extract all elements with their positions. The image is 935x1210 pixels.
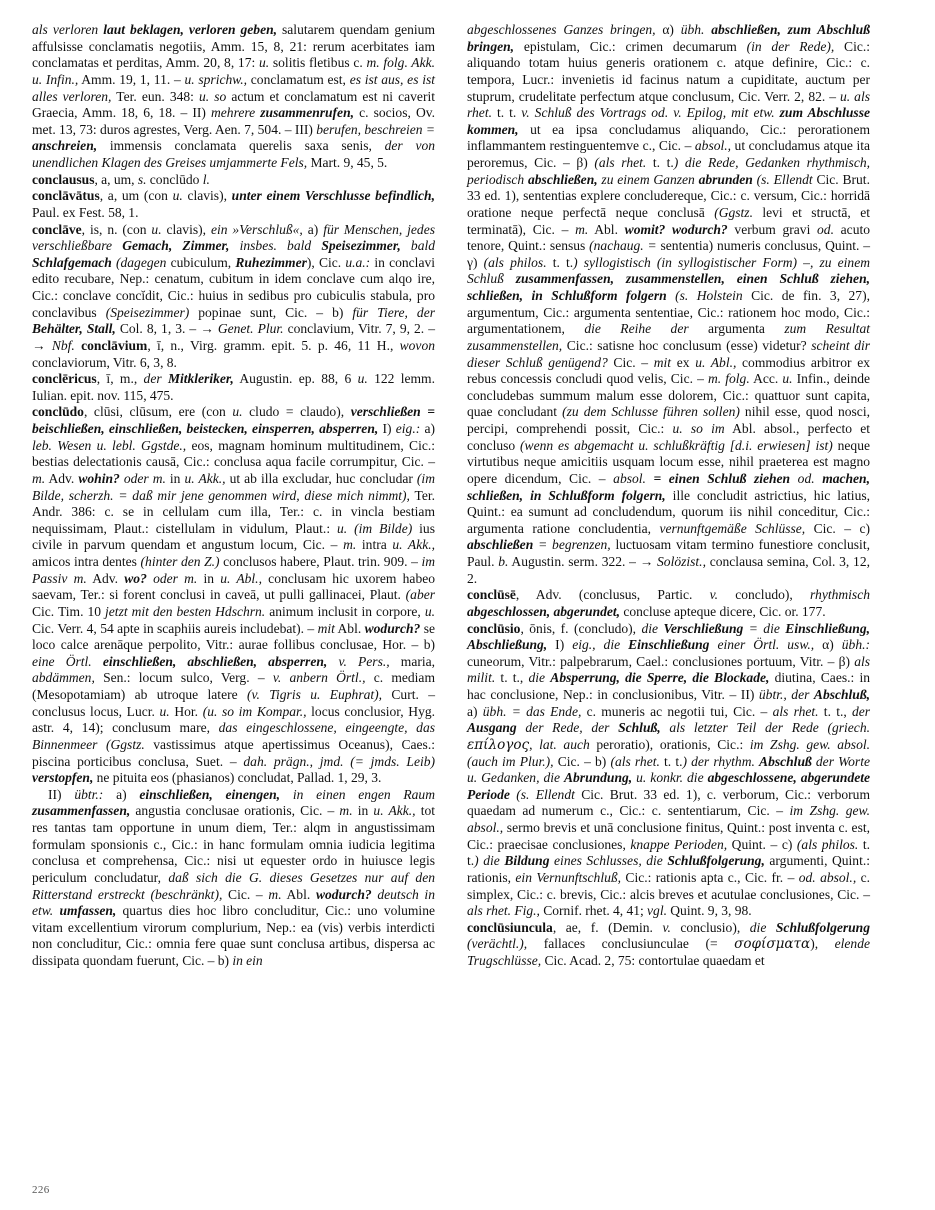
entry-conclusio: conclūsio, ōnis, f. (concludo), die Verschließung = die Einschließung, Abschließung, I) eig., die Einschließung einer Örtl. usw., α) übh.: cuneorum, Vitr.: palpebrarum, Cael.: conclusiones portuum, Vitr. – β) als milit. t. t., die Absperrung, die Sperre, die Blockade, diutina, Caes.: in hac conclusione, Nep.: in conclusionibus, Vitr. – II) übtr., der Abschluß, a) übh. = das Ende, c. muneris ac negotii tui, Cic. – als rhet. t. t., der Ausgang der Rede, der Schluß, als letzter Teil der Rede (griech. επίλογος, lat. auch peroratio), orationis, Cic.: im Zshg. gew. absol. (auch im Plur.), Cic. – b) (als rhet. t. t.) der rhythm. Abschluß der Worte u. Gedanken, die Abrundung, u. konkr. die abgeschlossene, abgerundete Periode (s. Ellendt Cic. Brut. 33 ed. 1), c. verborum, Cic.: verborum quaedam ad numerum c., Cic.: c. sententiarum, Cic. – im Zshg. gew. absol., sermo brevis et unā conclusione finitus, Quint.: post inventa c. est, Cic.: praecisae conclusiones, knappe Perioden, Quint. – c) (als philos. t. t.) die Bildung eines Schlusses, die Schlußfolgerung, argumenti, Quint.: rationis, ein Vernunftschluß, Cic.: rationis apta c., Cic. fr. – od. absol., c. simplex, Cic.: c. brevis, Cic.: alcis breves et acutulae conclusiones, Cic. – als rhet. Fig., Cornif. rhet. 4, 41; vgl. Quint. 9, 3, 98. — [467, 620, 871, 919]
right-column — [467, 22, 870, 970]
entry-concludo-IIb-continuation: abgeschlossenes Ganzes bringen, α) übh. abschließen, zum Abschluß bringen, epistulam, Cic.: crimen decumarum (in der Rede), Cic.: aliquando totam huius generis orationem c. atque definire, Cic.: c. tempora, Lucr.: invenietis id facinus natum a cupiditate, auctum per stuprum, crudelitate perfectum atque conclusum, Cic. Verr. 2, 82. – u. als rhet. t. t. v. Schluß des Vortrags od. v. Epilog, mit etw. zum Abschlusse kommen, ut ea ipsa concludamus aliquando, Cic.: perorationem inflammantem restinguentemve c., Cic. – absol., ut concludamus atque ita peroremus, Cic. – β) (als rhet. t. t.) die Rede, Gedanken rhythmisch, periodisch abschließen, zu einem Ganzen abrunden (s. Ellendt Cic. Brut. 33 ed. 1), sententias explere concludereque, Cic.: c. versum, Cic.: horridā oratione neque perfectā neque conclusā (Ggstz. levi et structā, et terminatā), Cic. – m. Abl. womit? wodurch? verbum gravi od. acuto tenore, Quint.: sensus (nachaug. = sententia) numeris conclusus, Quint. – γ) (als philos. t. t.) syllogistisch (in syllogistischer Form) –, zu einem Schluß zusammenfassen, zusammenstellen, einen Schluß ziehen, schließen, in Schlußform folgern (s. Holstein Cic. de fin. 3, 27), argumentum, Cic.: argumenta sententiae, Cic.: rationem hoc modo, Cic.: argumentationem, die Reihe der argumenta zum Resultat zusammenstellen, Cic.: satisne hoc conclusum (esse) videtur? scheint dir dieser Schluß genügend? Cic. – mit ex u. Abl., commodius arbitror ex rebus concessis concludi quod velis, Cic. – m. folg. Acc. u. Infin., deinde concludebas summum malum esse dolorem, Cic.: quattuor sunt capita, quae concludant (zu dem Schlusse führen sollen) nihil esse, quod nosci, percipi, comprehendi possit, Cic.: u. so im Abl. absol., perfecto et concluso (wenn es abgemacht u. schlußkräftig [d.i. erwiesen] ist) neque virtutibus neque amicitiis usquam locum esse, nihil praeterea est magno opere dicendum, Cic. – absol. = einen Schluß ziehen od. machen, schließen, in Schlußform folgern, ille concludit astrictius, hic latius, Quint.: ea sumunt ad concludendum, quorum iis nihil conceditur, Cic.: argumenta ratione concludentia, vernunftgemäße Schlüsse, Cic. – c) abschließen = begrenzen, luctuosam vitam termino funestiore conclusit, Paul. b. Augustin. serm. 322. – → Solözist., conclausa semina, Col. 3, 12, 2. — [467, 22, 871, 586]
entry-conclusiuncula: conclūsiuncula, ae, f. (Demin. v. conclusio), die Schlußfolgerung (verächtl.), fallaces conclusiunculae (= σοφίσματα), elende Trugschlüsse, Cic. Acad. 2, 75: contortulae quaedam et — [467, 919, 870, 968]
page-number: 226 — [32, 1184, 50, 1196]
entry-concludo: conclūdo, clūsi, clūsum, ere (con u. cludo = claudo), verschließen = beischließen, einschließen, beistecken, einsperren, absperren, I) eig.: a) leb. Wesen u. lebl. Ggstde., eos, magnam hominum multitudinem, Cic.: bestias delectationis causā, Cic.: conclusa aqua facile corrumpitur, Cic. – m. Adv. wohin? oder m. in u. Akk., ut ab illa excludar, huc concludar (im Bilde, scherzh. = daß mir jene genommen wird, diese mich nimmt), Ter. Andr. 386: c. se in cellulam cum illa, Ter.: c. in vincla bestiam nequissimam, Plaut.: cistellulam in vidulum, Plaut.: u. (im Bilde) ius civile in parvum quendam et angustum locum, Cic. – m. intra u. Akk., amicos intra dentes (hinter den Z.) conclusos habere, Plaut. trin. 909. – im Passiv m. Adv. wo? oder m. in u. Abl., conclusam hic uxorem habeo saevam, Ter.: si forent conclusi in caveā, ut pulli gallinacei, Plaut. (aber Cic. Tim. 10 jetzt mit den besten Hdschrn. animum inclusit in corpore, u. Cic. Verr. 4, 54 apte in scaphiis aureis includebat). – mit Abl. wodurch? se loco calce arenāque perpolito, Vitr.: aurae follibus conclusae, Hor. – b) eine Örtl. einschließen, abschließen, absperren, v. Pers., maria, abdämmen, Sen.: locum sulco, Verg. – v. anbern Örtl., c. mediam (Mesopotamiam) ab utroque latere (v. Tigris u. Euphrat), Curt. – conclusus locus, Lucr. u. Hor. (u. so im Kompar., locus conclusior, Hyg. astr. 4, 14); conclusum mare, das eingeschlossene, eingeengte, das Binnenmeer (Ggstz. vastissimus atque apertissimus Oceanus), Caes.: piscina porticibus conclusa, Suet. – dah. prägn., jmd. (= jmds. Leib) verstopfen, ne pituita eos (phasianos) concludat, Pallad. 1, 29, 3. — [32, 404, 436, 786]
entry-conclamo-continuation: als verloren laut beklagen, verloren geben, salutarem quendam genium affulsisse conclamatis negotiis, Amm. 15, 8, 21: rerum acerbitates iam conclamatas et perditas, Amm. 20, 8, 17: u. solitis fletibus c. m. folg. Akk. u. Infin., Amm. 19, 1, 11. – u. sprichw., conclamatum est, es ist aus, es ist alles verloren, Ter. eun. 348: u. so actum et conclamatum est ni caverit Graecia, Amm. 18, 6, 18. – II) mehrere zusammenrufen, c. socios, Ov. met. 13, 73: duros agrestes, Verg. Aen. 7, 504. – III) berufen, beschreien = anschreien, immensis conclamata querelis saxa senis, der von unendlichen Klagen des Greises umjammerte Fels, Mart. 9, 45, 5. — [32, 22, 436, 170]
left-column — [32, 22, 435, 970]
entry-conclave: conclāve, is, n. (con u. clavis), ein »Verschluß«, a) für Menschen, jedes verschließbare Gemach, Zimmer, insbes. bald Speisezimmer, bald Schlafgemach (dagegen cubiculum, Ruhezimmer), Cic. u.a.: in conclavi edito recubare, Nep.: cenatum, cubitum in idem conclave cum alqo ire, Cic.: conclave concĭdit, Cic.: huius in sedibus pro cubiculis stabula, pro conclavibus (Speisezimmer) popinae sunt, Cic. – b) für Tiere, der Behälter, Stall, Col. 8, 1, 3. – → Genet. Plur. conclavium, Vitr. 7, 9, 2. – → Nbf. conclāvium, ī, n., Virg. gramm. epit. 5. p. 46, 11 H., wovon conclaviorum, Vitr. 6, 3, 8. — [32, 221, 436, 370]
entry-conclausus: conclausus, a, um, s. conclūdo l. — [32, 171, 210, 187]
entry-concludo-section-II: II) übtr.: a) einschließen, einengen, in einen engen Raum zusammenfassen, angustia conclusae orationis, Cic. – m. in u. Akk., tot res tantas tam opportune in unum diem, Ter.: alqm in angustissimam formulam sponsionis c., Cic.: in hanc formulam omnia iudicia legitima conclusa et comprehensa, Cic.: nisi ut equester ordo in huiusce legis periculum concludatur, daß sich die G. dieses Gesetzes nur auf den Ritterstand erstreckt (beschränkt), Cic. – m. Abl. wodurch? deutsch in etw. umfassen, quartus dies hoc libro concluditur, Cic.: uno volumine vitam excellentium virorum complurium, Nep.: ea (vis) verbis interdicti non concluditur, Cic.: omnia fere quae sunt conclusa artibus, dispersa ac dissipata quondam fuerunt, Cic. – b) in ein — [32, 786, 436, 968]
two-column-layout — [32, 22, 905, 1144]
entry-conclericus: conclēricus, ī, m., der Mitkleriker, Augustin. ep. 88, 6 u. 122 lemm. Iulian. epit. nov. 115, 475. — [32, 371, 435, 403]
entry-concluse: conclūsē, Adv. (conclusus, Partic. v. concludo), rhythmisch abgeschlossen, abgerundet, concluse apteque dicere, Cic. or. 177. — [467, 587, 870, 619]
entry-conclavatus: conclāvātus, a, um (con u. clavis), unter einem Verschlusse befindlich, Paul. ex Fest. 58, 1. — [32, 188, 435, 220]
